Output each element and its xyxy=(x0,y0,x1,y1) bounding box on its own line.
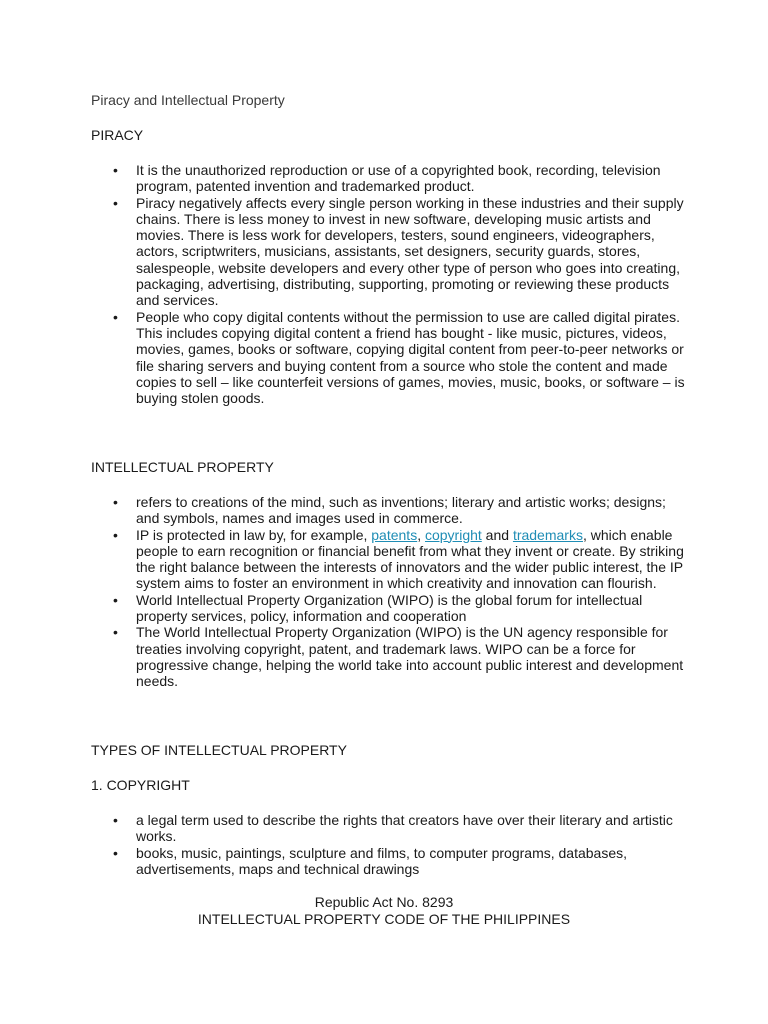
copyright-bullet-list xyxy=(0,812,768,877)
list-item xyxy=(0,309,688,407)
list-item-text: books, music, paintings, sculpture and films, to computer programs, databases, advertisements, maps and technical drawings xyxy=(136,844,628,877)
list-item-text: a legal term used to describe the rights that creators have over their literary and artistic works. xyxy=(136,812,673,845)
bullet-marker: • xyxy=(113,526,118,543)
ip-bullet-list xyxy=(0,494,768,690)
bullet-marker: • xyxy=(113,812,118,828)
subsection-heading-copyright: 1. COPYRIGHT xyxy=(91,777,190,793)
trademarks-link[interactable]: trademarks xyxy=(512,526,583,543)
list-item xyxy=(0,592,688,625)
section-heading-piracy: PIRACY xyxy=(91,127,144,143)
text-segment: , which enable people to earn recognition or financial benefit from what they invent or create. By striking the right balance between the interests of innovators and the wider public interest, the IP system aims to foster an environment in which creativity and innovation can flourish. xyxy=(136,526,684,592)
list-item-text: It is the unauthorized reproduction or use of a copyrighted book, recording, television program, patented invention and trademarked product. xyxy=(136,162,661,195)
bullet-marker: • xyxy=(113,591,118,608)
document-title: Piracy and Intellectual Property xyxy=(91,92,285,108)
list-item-text: World Intellectual Property Organization (WIPO) is the global forum for intellectual property services, policy, information and cooperation xyxy=(136,591,643,625)
bullet-marker: • xyxy=(113,844,118,861)
list-item xyxy=(0,812,688,845)
list-item-text xyxy=(136,527,684,592)
list-item xyxy=(0,845,688,878)
bullet-marker: • xyxy=(113,308,118,325)
section-heading-types: TYPES OF INTELLECTUAL PROPERTY xyxy=(91,742,347,758)
list-item xyxy=(0,494,688,527)
list-item xyxy=(0,527,688,592)
text-segment: IP is protected in law by, for example, xyxy=(136,526,372,543)
copyright-link[interactable]: copyright xyxy=(424,526,482,543)
text-segment: and xyxy=(481,526,513,543)
list-item xyxy=(0,162,688,195)
bullet-marker: • xyxy=(113,194,118,211)
bullet-marker: • xyxy=(113,162,118,178)
list-item-text: People who copy digital contents without the permission to use are called digital pirates. This includes copying digital content a friend has bought - like music, pictures, videos, movies, games, books or software, copying digital content from peer-to-peer networks or file sharing servers and buying content from a source who stole the content and made copies to sell – like counterfeit versions of games, movies, music, books, or software – is buying stolen goods. xyxy=(136,308,685,407)
list-item-text: Piracy negatively affects every single person working in these industries and their supply chains. There is less money to invest in new software, developing music artists and movies. There is less work for developers, testers, sound engineers, videographers, actors, scriptwriters, musicians, assistants, set designers, security guards, stores, salespeople, website developers and every other type of person who goes into creating, packaging, advertising, distributing, supporting, promoting or reviewing these products and services. xyxy=(136,194,684,309)
patents-link[interactable]: patents xyxy=(371,526,418,543)
list-item xyxy=(0,624,688,689)
text-segment: , xyxy=(417,526,425,543)
bullet-marker: • xyxy=(113,494,118,510)
bullet-marker: • xyxy=(113,624,118,641)
piracy-bullet-list xyxy=(0,162,768,406)
list-item-text: The World Intellectual Property Organization (WIPO) is the UN agency responsible for treaties involving copyright, patent, and trademark laws. WIPO can be a force for progressive change, helping the world take into account public interest and development needs. xyxy=(136,624,684,690)
ip-code-title: INTELLECTUAL PROPERTY CODE OF THE PHILIPPINES xyxy=(197,911,571,927)
list-item-text: refers to creations of the mind, such as inventions; literary and artistic works; designs; and symbols, names and images used in commerce. xyxy=(136,494,666,527)
section-heading-intellectual-property: INTELLECTUAL PROPERTY xyxy=(91,459,274,475)
republic-act-number: Republic Act No. 8293 xyxy=(314,894,454,910)
list-item xyxy=(0,195,688,309)
